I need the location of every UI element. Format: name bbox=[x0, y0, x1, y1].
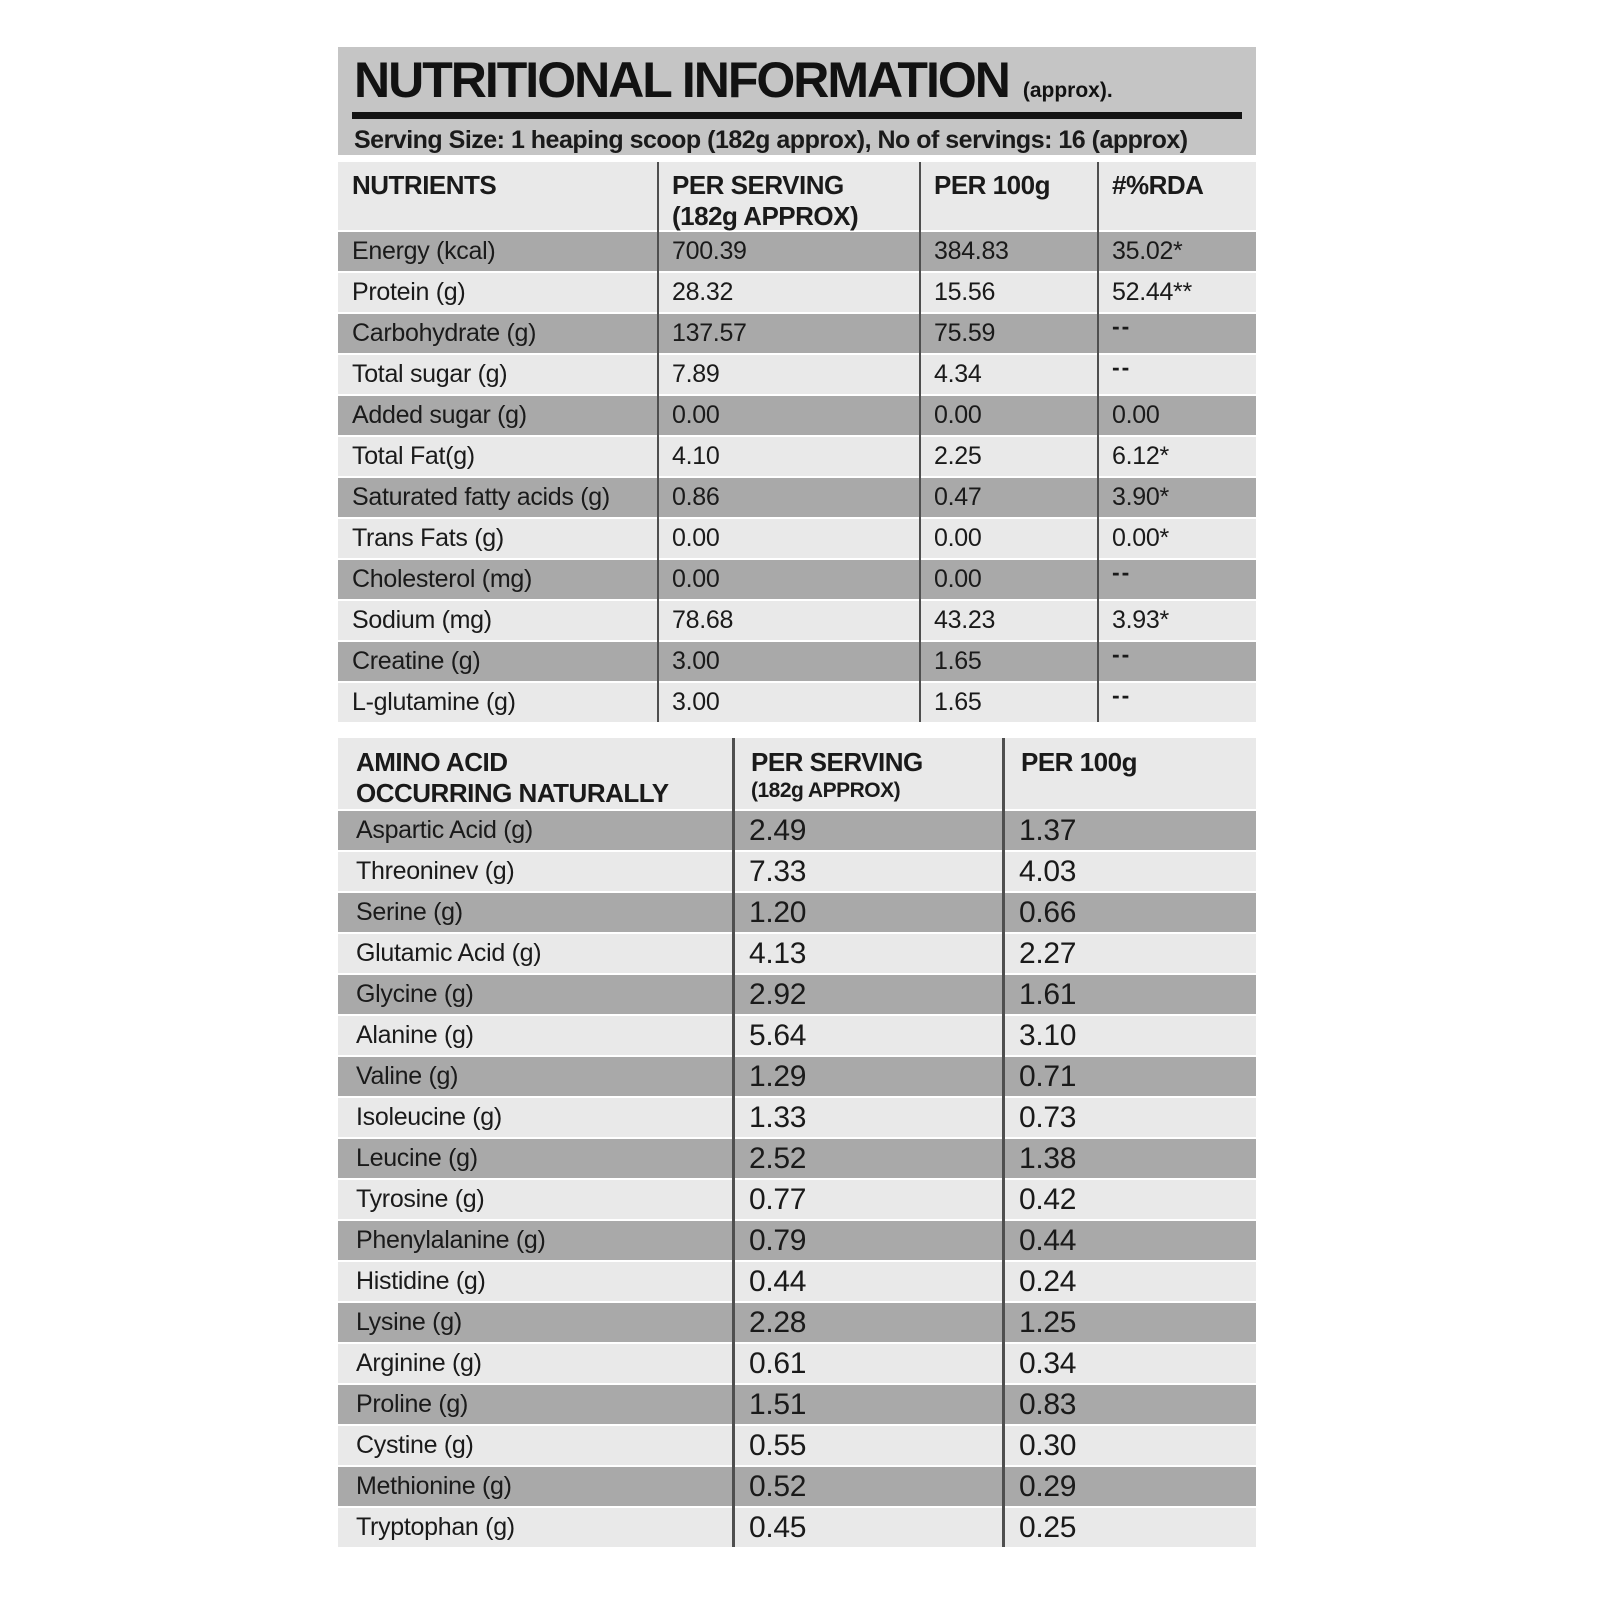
nutrient-per-serving: 3.00 bbox=[672, 647, 720, 675]
amino-acid-row bbox=[338, 1385, 1256, 1424]
nutrient-per-serving: 0.00 bbox=[672, 524, 720, 552]
col-header-nutrients: NUTRIENTS bbox=[352, 170, 497, 200]
col-header-amino-acid bbox=[338, 738, 733, 809]
amino-acid-row bbox=[338, 934, 1256, 973]
nutrient-per-100g: 4.34 bbox=[934, 360, 982, 388]
col-header-amino-line2: OCCURRING NATURALLY bbox=[356, 778, 669, 808]
amino-acid-per-100g: 0.42 bbox=[1019, 1182, 1077, 1216]
amino-acid-name: Tryptophan (g) bbox=[356, 1513, 515, 1541]
amino-acid-name: Glutamic Acid (g) bbox=[356, 939, 542, 967]
col-header-rda: #%RDA bbox=[1112, 170, 1204, 200]
column-divider bbox=[657, 162, 659, 722]
amino-acid-row bbox=[338, 1508, 1256, 1547]
serving-size-line: Serving Size: 1 heaping scoop (182g approx), No of servings: 16 (approx) bbox=[354, 126, 1188, 154]
nutrient-per-100g: 15.56 bbox=[934, 278, 996, 306]
nutrients-table bbox=[338, 162, 1256, 722]
nutrient-per-serving: 78.68 bbox=[672, 606, 734, 634]
amino-acid-per-serving: 0.45 bbox=[749, 1510, 807, 1544]
amino-acid-name: Phenylalanine (g) bbox=[356, 1226, 546, 1254]
amino-acid-row bbox=[338, 1344, 1256, 1383]
amino-acid-per-100g: 0.24 bbox=[1019, 1264, 1077, 1298]
column-divider bbox=[1097, 162, 1099, 722]
nutrient-per-serving: 0.00 bbox=[672, 401, 720, 429]
amino-acid-per-100g: 3.10 bbox=[1019, 1018, 1077, 1052]
amino-table-body bbox=[338, 811, 1256, 1547]
nutrient-rda: 0.00* bbox=[1112, 524, 1169, 552]
amino-acid-name: Glycine (g) bbox=[356, 980, 474, 1008]
amino-acid-name: Threoninev (g) bbox=[356, 857, 515, 885]
amino-acid-name: Cystine (g) bbox=[356, 1431, 474, 1459]
amino-acid-name: Tyrosine (g) bbox=[356, 1185, 485, 1213]
nutrients-table-header bbox=[338, 162, 1256, 230]
amino-acid-per-serving: 2.28 bbox=[749, 1305, 807, 1339]
amino-acid-per-serving: 1.20 bbox=[749, 895, 807, 929]
amino-acid-per-serving: 2.92 bbox=[749, 977, 807, 1011]
amino-acid-per-serving: 5.64 bbox=[749, 1018, 807, 1052]
nutrient-row bbox=[338, 355, 1256, 394]
nutrient-per-serving: 700.39 bbox=[672, 237, 747, 265]
nutrient-row bbox=[338, 478, 1256, 517]
amino-acid-per-serving: 1.33 bbox=[749, 1100, 807, 1134]
amino-acid-per-100g: 0.71 bbox=[1019, 1059, 1077, 1093]
amino-acid-per-serving: 0.52 bbox=[749, 1469, 807, 1503]
column-divider bbox=[919, 162, 921, 722]
nutrient-row bbox=[338, 519, 1256, 558]
page-title: NUTRITIONAL INFORMATION bbox=[354, 52, 1009, 108]
nutrient-rda: 3.90* bbox=[1112, 483, 1169, 511]
nutrient-row bbox=[338, 273, 1256, 312]
amino-acid-row bbox=[338, 893, 1256, 932]
col-header-per-serving-line2: (182g APPROX) bbox=[672, 201, 859, 231]
nutrient-row bbox=[338, 683, 1256, 722]
amino-acid-per-100g: 1.61 bbox=[1019, 977, 1077, 1011]
nutrient-per-100g: 1.65 bbox=[934, 647, 982, 675]
col-header-amino-per-serving bbox=[733, 738, 1003, 809]
amino-acid-per-serving: 0.61 bbox=[749, 1346, 807, 1380]
nutrient-row bbox=[338, 642, 1256, 681]
amino-acid-name: Isoleucine (g) bbox=[356, 1103, 502, 1131]
nutrient-name: Added sugar (g) bbox=[352, 401, 527, 429]
amino-acid-name: Alanine (g) bbox=[356, 1021, 474, 1049]
nutrient-per-100g: 75.59 bbox=[934, 319, 996, 347]
col-header-amino-per-100g: PER 100g bbox=[1021, 747, 1137, 777]
amino-acid-per-100g: 1.25 bbox=[1019, 1305, 1077, 1339]
nutrient-row bbox=[338, 437, 1256, 476]
amino-acid-per-100g: 4.03 bbox=[1019, 854, 1077, 888]
amino-acid-per-100g: 1.37 bbox=[1019, 813, 1077, 847]
nutrient-name: Total sugar (g) bbox=[352, 360, 508, 388]
amino-acid-name: Valine (g) bbox=[356, 1062, 459, 1090]
amino-acid-row bbox=[338, 1139, 1256, 1178]
amino-acid-per-100g: 0.34 bbox=[1019, 1346, 1077, 1380]
nutrient-rda: 52.44** bbox=[1112, 278, 1192, 306]
nutrient-name: Cholesterol (mg) bbox=[352, 565, 532, 593]
amino-acid-per-serving: 0.79 bbox=[749, 1223, 807, 1257]
amino-acid-row bbox=[338, 1180, 1256, 1219]
amino-acid-per-100g: 0.29 bbox=[1019, 1469, 1077, 1503]
amino-acid-per-serving: 0.44 bbox=[749, 1264, 807, 1298]
title-approx-suffix: (approx). bbox=[1022, 79, 1113, 102]
amino-acid-name: Serine (g) bbox=[356, 898, 463, 926]
col-header-amino-per-serving-line2: (182g APPROX) bbox=[751, 779, 901, 802]
amino-acid-row bbox=[338, 1221, 1256, 1260]
nutrient-rda: -- bbox=[1112, 641, 1132, 667]
nutrient-name: Protein (g) bbox=[352, 278, 466, 306]
amino-acid-row bbox=[338, 1426, 1256, 1465]
nutrient-per-100g: 0.00 bbox=[934, 565, 982, 593]
amino-acid-per-100g: 1.38 bbox=[1019, 1141, 1077, 1175]
nutrient-per-100g: 0.47 bbox=[934, 483, 982, 511]
nutrient-rda: 6.12* bbox=[1112, 442, 1169, 470]
nutrient-per-serving: 7.89 bbox=[672, 360, 720, 388]
nutrient-rda: 35.02* bbox=[1112, 237, 1183, 265]
nutrient-rda: 0.00 bbox=[1112, 401, 1160, 429]
amino-acid-row bbox=[338, 1098, 1256, 1137]
title-row bbox=[354, 53, 1242, 107]
amino-acid-name: Lysine (g) bbox=[356, 1308, 462, 1336]
amino-acid-name: Proline (g) bbox=[356, 1390, 469, 1418]
amino-acid-per-100g: 0.44 bbox=[1019, 1223, 1077, 1257]
amino-acid-row bbox=[338, 811, 1256, 850]
amino-acid-per-100g: 0.73 bbox=[1019, 1100, 1077, 1134]
amino-acid-row bbox=[338, 1467, 1256, 1506]
nutrient-name: L-glutamine (g) bbox=[352, 688, 516, 716]
col-header-per-serving-line1: PER SERVING bbox=[672, 170, 844, 200]
col-header-per-serving bbox=[658, 162, 920, 232]
amino-acid-per-serving: 0.55 bbox=[749, 1428, 807, 1462]
amino-acid-name: Arginine (g) bbox=[356, 1349, 482, 1377]
nutrition-panel bbox=[338, 47, 1256, 1547]
nutrient-rda: -- bbox=[1112, 354, 1132, 380]
nutrient-name: Trans Fats (g) bbox=[352, 524, 504, 552]
amino-acid-name: Aspartic Acid (g) bbox=[356, 816, 533, 844]
amino-acid-row bbox=[338, 975, 1256, 1014]
nutrient-per-100g: 384.83 bbox=[934, 237, 1009, 265]
nutrient-per-100g: 43.23 bbox=[934, 606, 996, 634]
nutrient-name: Energy (kcal) bbox=[352, 237, 496, 265]
nutrient-rda: 3.93* bbox=[1112, 606, 1169, 634]
amino-acid-per-100g: 0.83 bbox=[1019, 1387, 1077, 1421]
col-header-per-100g: PER 100g bbox=[934, 170, 1050, 200]
amino-acid-per-serving: 2.49 bbox=[749, 813, 807, 847]
nutrient-per-serving: 4.10 bbox=[672, 442, 720, 470]
nutrient-per-serving: 0.86 bbox=[672, 483, 720, 511]
amino-acid-per-serving: 1.51 bbox=[749, 1387, 807, 1421]
col-header-amino-per-serving-line1: PER SERVING bbox=[751, 747, 923, 777]
nutrient-per-serving: 137.57 bbox=[672, 319, 747, 347]
nutrient-row bbox=[338, 601, 1256, 640]
amino-acid-per-serving: 2.52 bbox=[749, 1141, 807, 1175]
nutrient-row bbox=[338, 232, 1256, 271]
nutrient-name: Creatine (g) bbox=[352, 647, 481, 675]
amino-acid-row bbox=[338, 1057, 1256, 1096]
amino-acid-row bbox=[338, 852, 1256, 891]
amino-acid-per-100g: 0.66 bbox=[1019, 895, 1077, 929]
column-divider bbox=[1002, 738, 1005, 1547]
amino-acid-per-serving: 4.13 bbox=[749, 936, 807, 970]
nutrient-per-100g: 0.00 bbox=[934, 524, 982, 552]
amino-acid-row bbox=[338, 1262, 1256, 1301]
col-header-amino-line1: AMINO ACID bbox=[356, 747, 508, 777]
amino-acid-name: Leucine (g) bbox=[356, 1144, 478, 1172]
amino-acid-row bbox=[338, 1303, 1256, 1342]
nutrient-row bbox=[338, 560, 1256, 599]
amino-table-header bbox=[338, 738, 1256, 809]
nutrient-rda: -- bbox=[1112, 559, 1132, 585]
panel-header bbox=[338, 47, 1256, 155]
nutrient-name: Carbohydrate (g) bbox=[352, 319, 537, 347]
amino-acid-per-serving: 7.33 bbox=[749, 854, 807, 888]
amino-acid-name: Methionine (g) bbox=[356, 1472, 512, 1500]
amino-acid-row bbox=[338, 1016, 1256, 1055]
nutrient-per-100g: 2.25 bbox=[934, 442, 982, 470]
nutrient-name: Total Fat(g) bbox=[352, 442, 475, 470]
nutrient-name: Sodium (mg) bbox=[352, 606, 492, 634]
nutrients-table-body bbox=[338, 232, 1256, 722]
nutrient-per-100g: 1.65 bbox=[934, 688, 982, 716]
nutrient-rda: -- bbox=[1112, 682, 1132, 708]
nutrient-per-100g: 0.00 bbox=[934, 401, 982, 429]
nutrient-row bbox=[338, 396, 1256, 435]
column-divider bbox=[732, 738, 735, 1547]
amino-acid-per-serving: 1.29 bbox=[749, 1059, 807, 1093]
amino-acid-per-100g: 0.25 bbox=[1019, 1510, 1077, 1544]
nutrient-row bbox=[338, 314, 1256, 353]
amino-acid-per-100g: 2.27 bbox=[1019, 936, 1077, 970]
nutrient-rda: -- bbox=[1112, 313, 1132, 339]
amino-acid-table bbox=[338, 738, 1256, 1547]
amino-acid-per-serving: 0.77 bbox=[749, 1182, 807, 1216]
nutrient-per-serving: 3.00 bbox=[672, 688, 720, 716]
nutrient-name: Saturated fatty acids (g) bbox=[352, 483, 610, 511]
amino-acid-name: Histidine (g) bbox=[356, 1267, 486, 1295]
nutrient-per-serving: 28.32 bbox=[672, 278, 734, 306]
title-divider bbox=[352, 112, 1242, 119]
nutrient-per-serving: 0.00 bbox=[672, 565, 720, 593]
amino-acid-per-100g: 0.30 bbox=[1019, 1428, 1077, 1462]
